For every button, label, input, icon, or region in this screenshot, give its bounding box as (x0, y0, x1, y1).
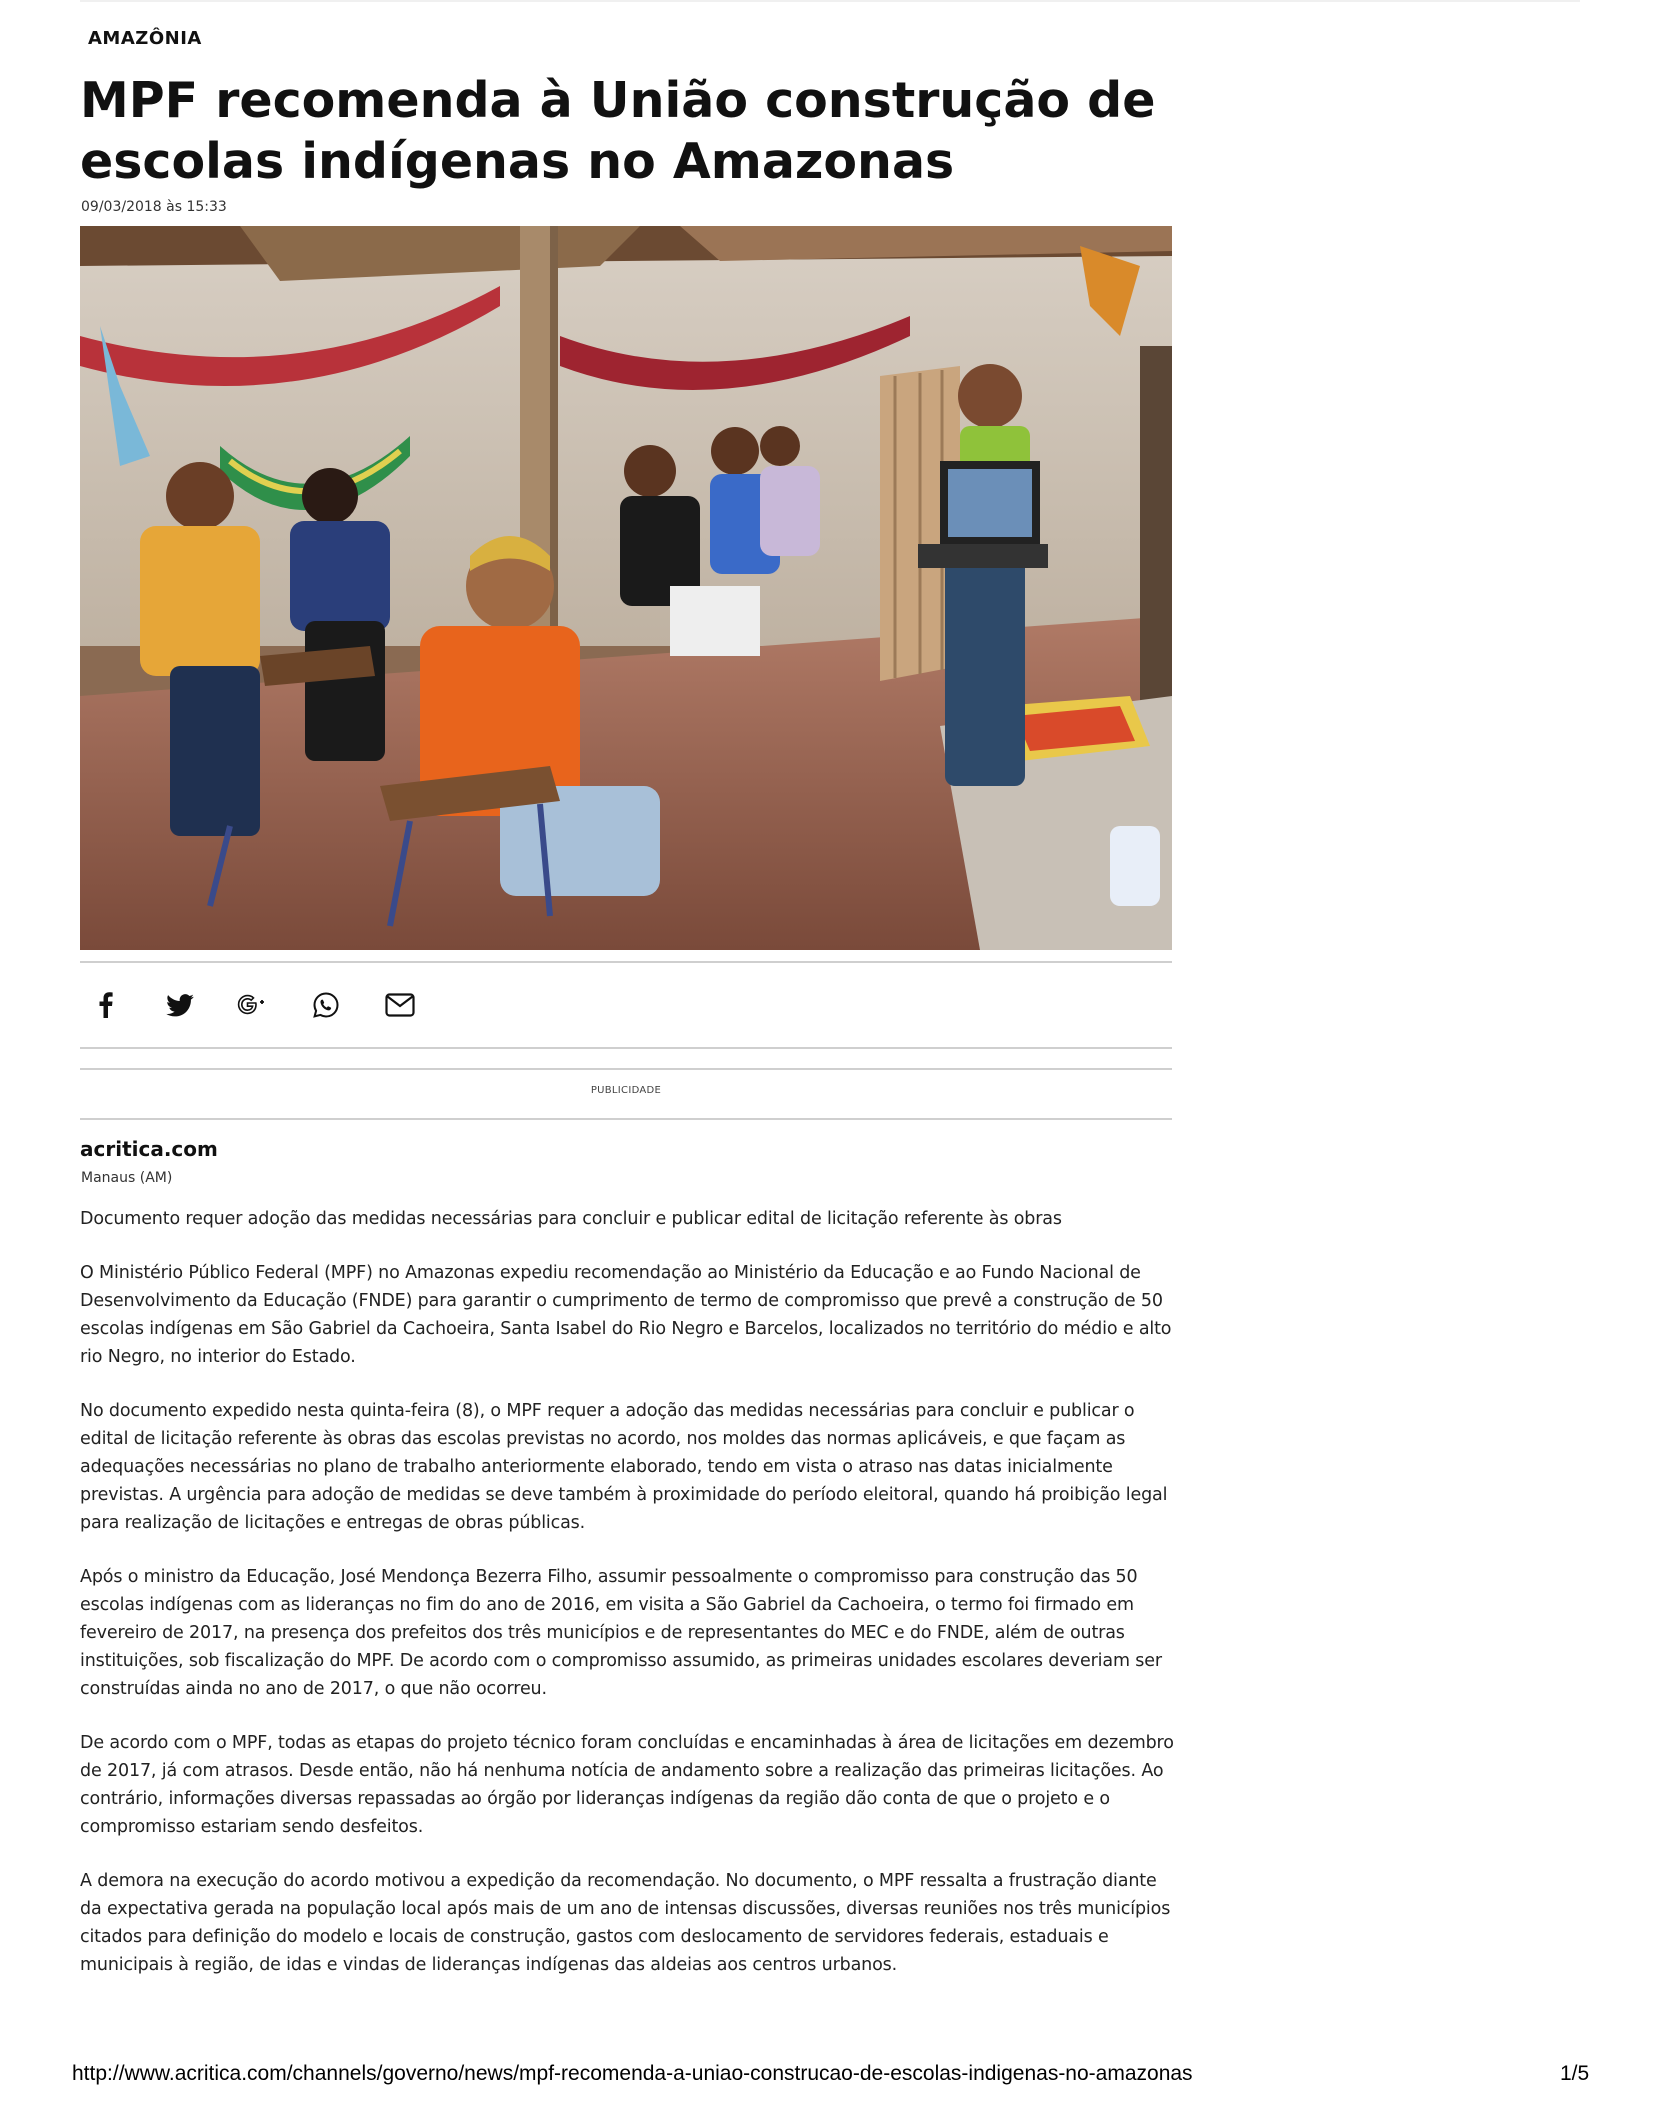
article-source[interactable]: acritica.com (80, 1137, 218, 1161)
facebook-icon[interactable] (88, 987, 124, 1023)
article-paragraph: O Ministério Público Federal (MPF) no Amazonas expediu recomendação ao Ministério da Educação e ao Fundo Nacional de Desenvolvimento da Educação (FNDE) para garantir o cumprimento de termo de compromisso que prevê a construção de 50 escolas indígenas em São Gabriel da Cachoeira, Santa Isabel do Rio Negro e Barcelos, localizados no território do médio e alto rio Negro, no interior do Estado. (80, 1263, 1172, 1367)
article-headline (80, 70, 1180, 192)
footer-url: http://www.acritica.com/channels/governo/news/mpf-recomenda-a-uniao-construcao-de-escolas-indigenas-no-amazonas (72, 2062, 1193, 2085)
email-icon[interactable] (382, 987, 418, 1023)
headline-line-1: MPF recomenda à União construção de (80, 72, 1156, 129)
article-lead: Documento requer adoção das medidas necessárias para concluir e publicar edital de licitação referente às obras (80, 1209, 1062, 1229)
article-photo (80, 226, 1172, 950)
section-label[interactable]: AMAZÔNIA (88, 28, 202, 49)
google-plus-icon[interactable] (235, 987, 271, 1023)
share-bar (80, 961, 1172, 1049)
article-paragraph: No documento expedido nesta quinta-feira (8), o MPF requer a adoção das medidas necessárias para concluir e publicar o edital de licitação referente às obras das escolas previstas no acordo, nos moldes das normas aplicáveis, e que façam as adequações necessárias no plano de trabalho anteriormente elaborado, tendo em vista o atraso nas datas inicialmente previstas. A urgência para adoção de medidas se deve também à proximidade do período eleitoral, quando há proibição legal para realização de licitações e entregas de obras públicas. (80, 1401, 1168, 1533)
top-divider (80, 0, 1580, 2)
article-paragraph: A demora na execução do acordo motivou a expedição da recomendação. No documento, o MPF ressalta a frustração diante da expectativa gerada na população local após mais de um ano de intensas discussões, diversas reuniões nos três municípios citados para definição do modelo e locais de construção, gastos com deslocamento de servidores federais, estaduais e municipais à região, de idas e vindas de lideranças indígenas das aldeias aos centros urbanos. (80, 1871, 1171, 1975)
page-number: 1/5 (1560, 2062, 1590, 2085)
article-location: Manaus (AM) (81, 1170, 173, 1186)
whatsapp-icon[interactable] (308, 987, 344, 1023)
headline-line-2: escolas indígenas no Amazonas (80, 133, 955, 190)
article-paragraph: Após o ministro da Educação, José Mendonça Bezerra Filho, assumir pessoalmente o compromisso para construção das 50 escolas indígenas com as lideranças no fim do ano de 2016, em visita a São Gabriel da Cachoeira, o termo foi firmado em fevereiro de 2017, na presença dos prefeitos dos três municípios e de representantes do MEC e do FNDE, além de outras instituições, sob fiscalização do MPF. De acordo com o compromisso assumido, as primeiras unidades escolares deveriam ser construídas ainda no ano de 2017, o que não ocorreu. (80, 1567, 1162, 1699)
article-body (80, 1205, 1180, 2005)
twitter-icon[interactable] (162, 987, 198, 1023)
article-paragraph: De acordo com o MPF, todas as etapas do projeto técnico foram concluídas e encaminhadas à área de licitações em dezembro de 2017, já com atrasos. Desde então, não há nenhuma notícia de andamento sobre a realização das primeiras licitações. Ao contrário, informações diversas repassadas ao órgão por lideranças indígenas da região dão conta de que o projeto e o compromisso estariam sendo desfeitos. (80, 1733, 1174, 1837)
publish-date: 09/03/2018 às 15:33 (81, 199, 227, 215)
advertisement-slot (80, 1068, 1172, 1120)
ad-label: PUBLICIDADE (590, 1085, 662, 1096)
